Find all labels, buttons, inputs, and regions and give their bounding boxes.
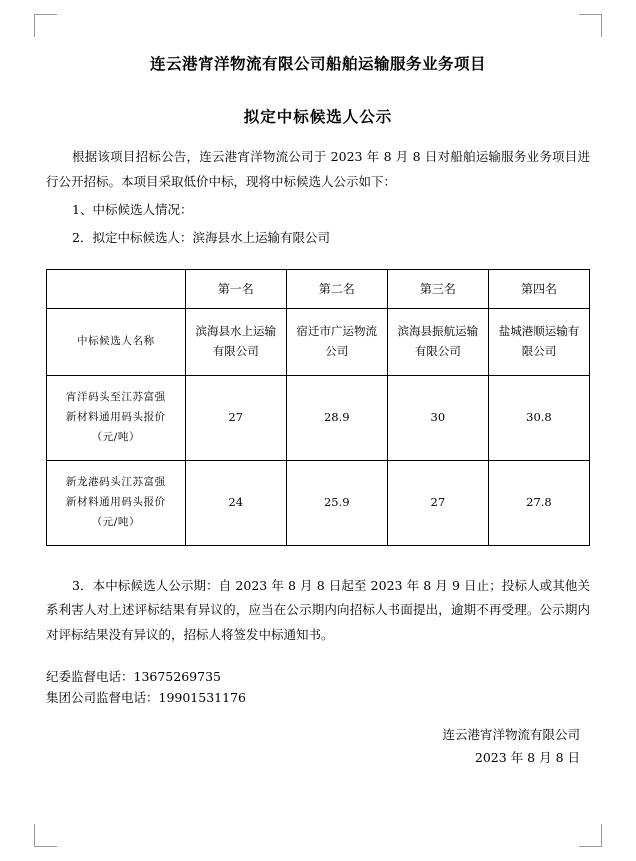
page-title: 连云港宵洋物流有限公司船舶运输服务业务项目 bbox=[149, 54, 486, 73]
row-label-price-route-2 bbox=[47, 460, 186, 545]
crop-mark-bottom-right bbox=[579, 824, 602, 847]
bidder-3-line-2: 有限公司 bbox=[414, 343, 461, 358]
table-cell-bidder-3 bbox=[387, 308, 488, 375]
list-item-1: 1、中标候选人情况： bbox=[72, 202, 193, 217]
row-label-price-route-2-line-1: 新龙港码头江苏富强 bbox=[65, 475, 166, 488]
crop-mark-top-right bbox=[579, 14, 602, 37]
table-row bbox=[47, 375, 590, 460]
price-route-1-rank-2: 28.9 bbox=[286, 375, 387, 460]
bidder-4-line-1: 盐城港顺运输有 bbox=[498, 324, 580, 339]
bidder-1-line-1: 滨海县水上运输 bbox=[195, 324, 276, 339]
price-route-2-rank-1: 24 bbox=[185, 460, 286, 545]
row-label-price-route-1-line-1: 宵洋码头至江苏富强 bbox=[65, 390, 166, 403]
table-header-rank-4: 第四名 bbox=[488, 269, 589, 308]
contact-block bbox=[46, 667, 590, 708]
table-row bbox=[47, 308, 590, 375]
row-label-price-route-2-line-2: 新材料通用码头报价 bbox=[65, 495, 166, 508]
price-route-1-rank-4: 30.8 bbox=[488, 375, 589, 460]
paragraph-intro: 根据该项目招标公告，连云港宵洋物流公司于 2023 年 8 月 8 日对船舶运输服务业务项目进行公开招标。本项目采取低价中标，现将中标候选人公示如下： bbox=[46, 149, 590, 189]
row-label-price-route-2-line-3: （元/吨） bbox=[91, 515, 141, 528]
signature-date: 2023 年 8 月 8 日 bbox=[474, 749, 580, 765]
bidder-2-line-1: 宿迁市广运物流 bbox=[296, 324, 378, 339]
table-header-rank-3: 第三名 bbox=[387, 269, 488, 308]
document-body bbox=[46, 44, 590, 769]
bidder-4-line-2: 限公司 bbox=[521, 343, 557, 358]
row-label-price-route-1-line-2: 新材料通用码头报价 bbox=[65, 410, 166, 423]
bidder-1-line-2: 有限公司 bbox=[212, 343, 259, 358]
table-row-header bbox=[47, 269, 590, 308]
table-cell-bidder-4 bbox=[488, 308, 589, 375]
row-label-price-route-1 bbox=[47, 375, 186, 460]
list-item-2: 2．拟定中标候选人：滨海县水上运输有限公司 bbox=[72, 230, 330, 246]
signature-block bbox=[46, 724, 590, 769]
contact-group-phone: 集团公司监督电话：19901531176 bbox=[46, 689, 246, 705]
bid-candidates-table bbox=[46, 269, 590, 546]
price-route-2-rank-4: 27.8 bbox=[488, 460, 589, 545]
page-subtitle: 拟定中标候选人公示 bbox=[243, 107, 393, 127]
price-route-2-rank-2: 25.9 bbox=[286, 460, 387, 545]
price-route-2-rank-3: 27 bbox=[387, 460, 488, 545]
price-route-1-rank-3: 30 bbox=[387, 375, 488, 460]
table-header-corner bbox=[47, 269, 186, 308]
table-cell-bidder-1 bbox=[185, 308, 286, 375]
table-row bbox=[47, 460, 590, 545]
list-item-3: 3．本中标候选人公示期：自 2023 年 8 月 8 日起至 2023 年 8 月 9 日止；投标人或其他关系利害人对上述评标结果有异议的，应当在公示期内向招标人书面提出，逾期不再受理。公示期内对评标结果没有异议的，招标人将签发中标通知书。 bbox=[46, 577, 590, 642]
bidder-3-line-1: 滨海县振航运输 bbox=[397, 324, 479, 339]
crop-mark-top-left bbox=[34, 14, 57, 37]
contact-discipline-phone: 纪委监督电话：13675269735 bbox=[46, 668, 221, 684]
signature-company: 连云港宵洋物流有限公司 bbox=[442, 727, 580, 743]
bidder-2-line-2: 公司 bbox=[325, 343, 349, 358]
table-header-rank-2: 第二名 bbox=[286, 269, 387, 308]
table-cell-bidder-2 bbox=[286, 308, 387, 375]
table-header-rank-1: 第一名 bbox=[185, 269, 286, 308]
row-label-price-route-1-line-3: （元/吨） bbox=[91, 430, 141, 443]
row-label-candidate-name: 中标候选人名称 bbox=[47, 308, 186, 375]
price-route-1-rank-1: 27 bbox=[185, 375, 286, 460]
crop-mark-bottom-left bbox=[34, 824, 57, 847]
